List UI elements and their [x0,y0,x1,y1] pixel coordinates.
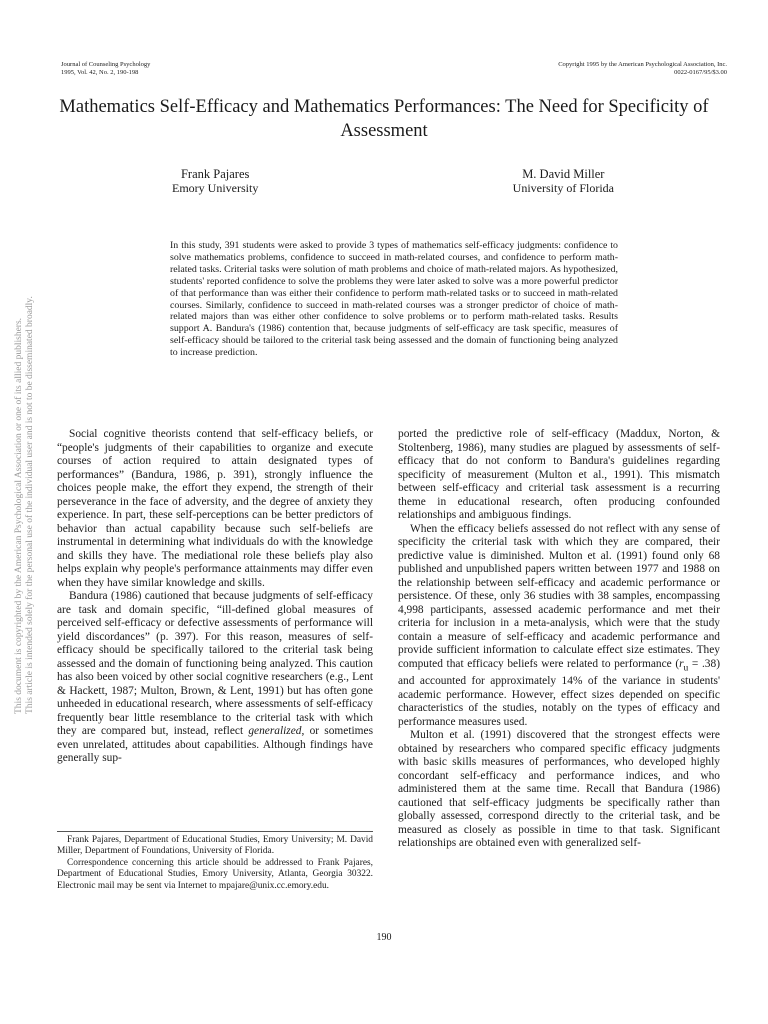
journal-header [61,61,150,77]
article-code: 0022-0167/95/$3.00 [674,69,727,76]
statistic-symbol: r [679,657,684,670]
journal-name: Journal of Counseling Psychology [61,61,151,68]
body-column-left [57,428,373,766]
body-paragraph: ported the predictive role of self-efficacy (Maddux, Norton, & Stoltenberg, 1986), many studies are plagued by assessments of self-efficacy that do not conform to Bandura's guidelines regarding specificity of measurement (Multon et al., 1991). This mismatch between self-efficacy and criterial task assessment is a recurring theme in educational research, often producing confounded relationships and ambiguous findings. [398,428,720,521]
author-affiliation: University of Florida [512,181,614,195]
italic-term: generalized [248,725,302,737]
body-text: = .38) and accounted for approximately 14% of the variance in students' academic performance. However, effect sizes depended on specific characteristics of the studies, notably on the types of efficacy and performance measures used. [398,657,720,728]
watermark-line: This article is intended solely for the personal use of the individual user and is not to be disseminated broadly. [25,296,35,714]
author-name: M. David Miller [522,167,605,181]
page-number: 190 [376,932,392,943]
body-text: When the efficacy beliefs assessed do not reflect with any sense of specificity the criterial task with which they are compared, their predictive value is diminished. Multon et al. (1991) found only 68 published and unpublished papers written between 1977 and 1988 on the relationship between self-efficacy and academic performance or persistence. Of these, only 36 studies with 38 samples, encompassing 4,998 participants, assessed academic performance and met their criteria for inclusion in a meta-analysis, which were that the study contain a measure of self-efficacy and academic performance and provide sufficient information to calculate effect size estimates. They computed that efficacy beliefs were related to performance ( [398,522,720,670]
footnotes [57,835,373,892]
author-name: Frank Pajares [180,167,250,181]
copyright-watermark [14,296,36,714]
body-paragraph: Multon et al. (1991) discovered that the strongest effects were obtained by researchers who compared specific efficacy judgments with basic skills measures of performances, who developed highly concordant self-efficacy and performance indices, and who administered them at the same time. Recall that Bandura (1986) cautioned that self-efficacy judgments be specifically rather than globally assessed, correspond directly to the criterial task, and be measured as closely as possible in time to that task. Significant relationships are obtained even with generalized self- [398,729,720,850]
body-paragraph [398,523,720,730]
body-paragraph [57,590,373,766]
abstract: In this study, 391 students were asked to provide 3 types of mathematics self-efficacy judgments: confidence to solve mathematics problems, confidence to succeed in math-related courses, and confidence to perform math-related tasks. Criterial tasks were solution of math problems and choice of math-related majors. As hypothesized, students' reported confidence to solve the problems they were later asked to solve was a more powerful predictor of that performance than was either their confidence to perform math-related tasks or to succeed in math-related courses. Similarly, confidence to succeed in math-related courses was a stronger predictor of choice of math-related majors than was either other confidence to solve problems or to perform math-related tasks. Results support A. Bandura's (1986) contention that, because judgments of self-efficacy are task specific, measures of self-efficacy should be tailored to the criterial task being assessed and the domain of functioning being analyzed to increase prediction. [170,240,618,359]
body-text: Bandura (1986) cautioned that because judgments of self-efficacy are task and domain specific, “ill-defined global measures of perceived self-efficacy or defective assessments of performance will yield discordances” (p. 397). For this reason, measures of self-efficacy should be specifically tailored to the criterial task being assessed and the domain of functioning being analyzed. This caution has also been voiced by other social cognitive researchers (e.g., Lent & Hackett, 1987; Multon, Brown, & Lent, 1991) but has often gone unheeded in educational research, where assessments of self-efficacy frequently bear little resemblance to the criterial task with which they are compared but, instead, reflect [57,590,373,737]
footnote-divider [57,831,373,832]
body-paragraph: Social cognitive theorists contend that self-efficacy beliefs, or “people's judgments of their capabilities to organize and execute courses of action required to attain designated types of performances” (Bandura, 1986, p. 391), strongly influence the choices people make, the effort they expend, the strength of their perseverance in the face of adversity, and the degree of anxiety they experience. In part, these self-perceptions can be better predictors of behavior than actual capability because such self-beliefs are instrumental in determining what individuals do with the knowledge and skills they have. The mediational role these beliefs play also helps explain why people's performance attainments may differ even when they have similar knowledge and skills. [57,428,373,589]
journal-volume: 1995, Vol. 42, No. 2, 190-198 [61,69,139,76]
watermark-line: This document is copyrighted by the American Psychological Association or one of its allied publishers. [14,317,24,714]
author-block-2 [513,167,614,195]
body-column-right [398,428,720,851]
author-block-1 [172,167,258,195]
article-title: Mathematics Self-Efficacy and Mathematics Performances: The Need for Specificity of Assessment [59,97,709,141]
body-text: , or sometimes even unrelated, attitudes about capabilities. Although findings have generally sup- [57,725,373,764]
copyright-header [558,61,727,77]
footnote-affiliations: Frank Pajares, Department of Educational Studies, Emory University; M. David Miller, Department of Foundations, University of Florida. [57,835,373,857]
statistic-subscript: u [683,662,689,673]
author-affiliation: Emory University [172,181,259,195]
footnote-correspondence: Correspondence concerning this article should be addressed to Frank Pajares, Department of Educational Studies, Emory University, Atlanta, Georgia 30322. Electronic mail may be sent via Internet to mpajare@unix.cc.emory.edu. [57,857,373,891]
copyright-line: Copyright 1995 by the American Psychological Association, Inc. [558,61,727,68]
